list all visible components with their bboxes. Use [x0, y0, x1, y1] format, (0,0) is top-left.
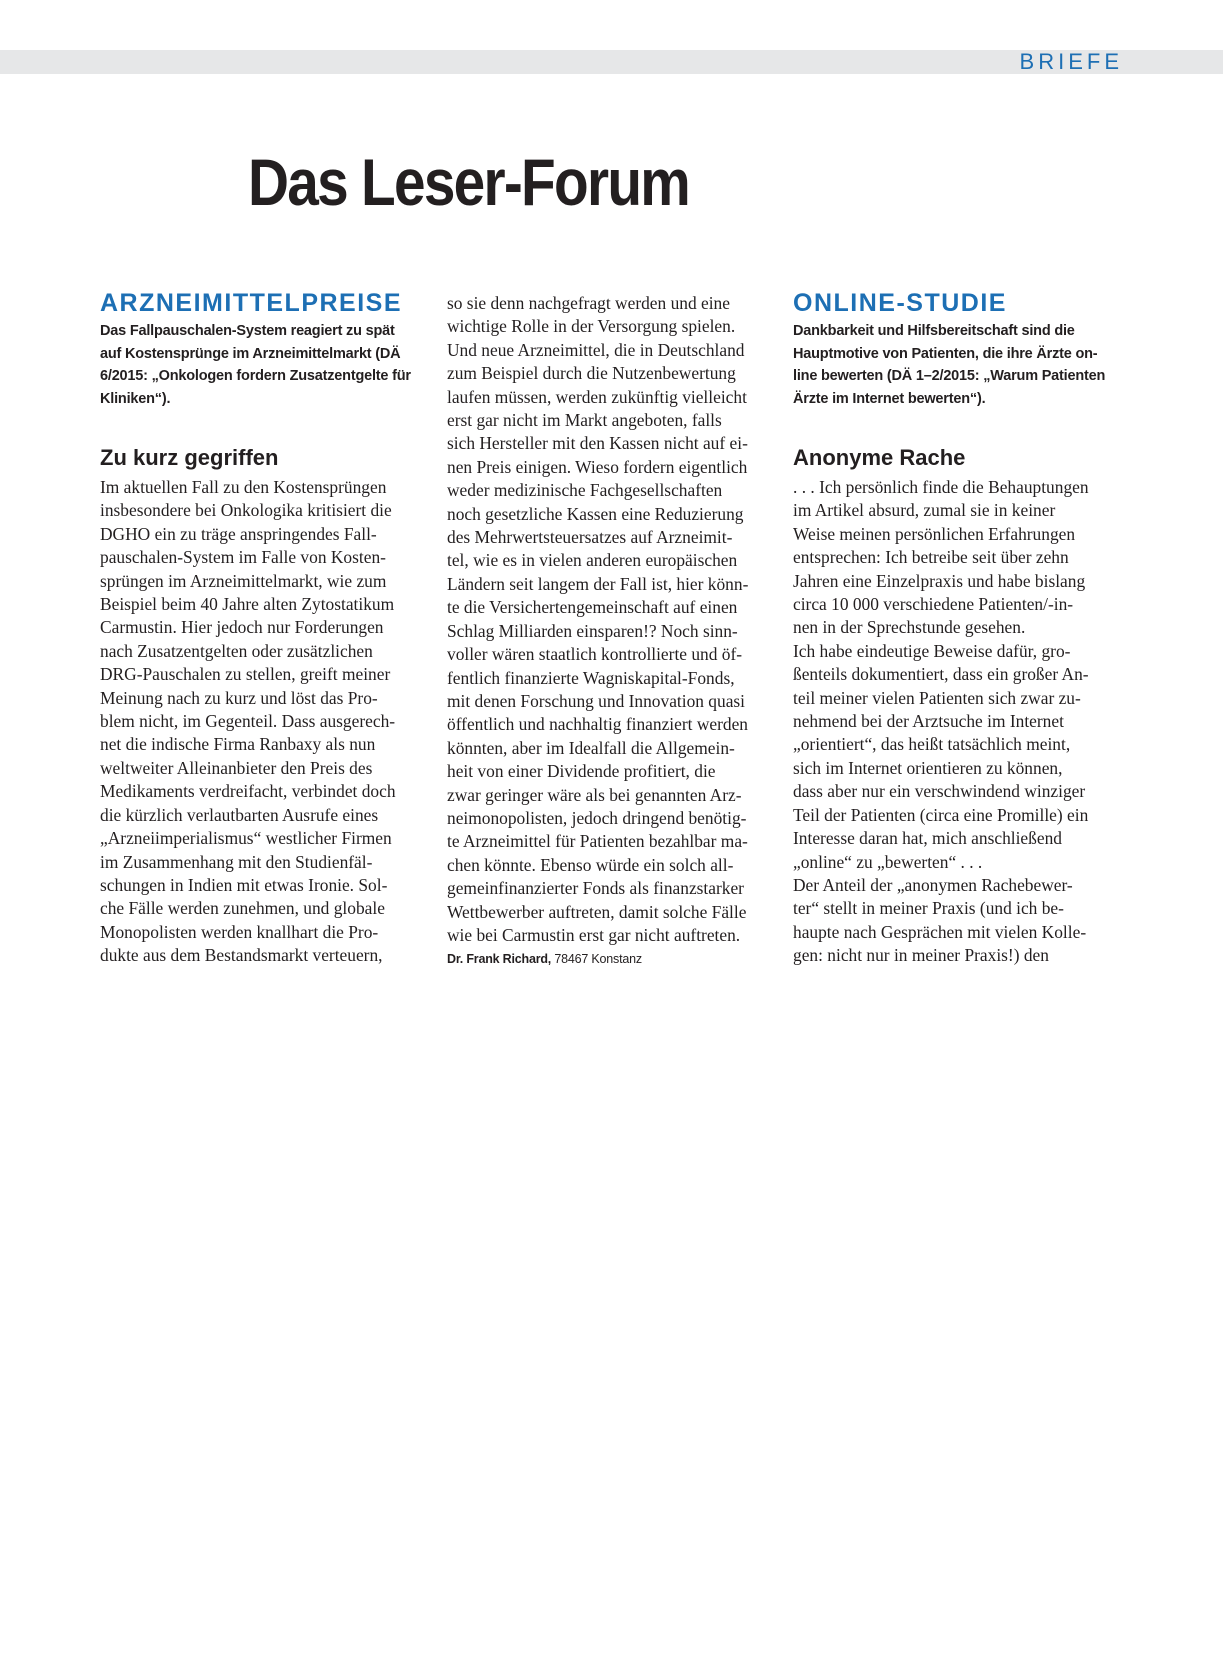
teaser-line: 6/2015: „Onkologen fordern Zusatzentgelte für	[100, 368, 411, 384]
body-line: Schlag Milliarden einsparen!? Noch sinn-	[447, 620, 738, 641]
body-line: Monopolisten werden knallhart die Pro-	[100, 921, 379, 942]
body-line: ßenteils dokumentiert, dass ein großer An-	[793, 664, 1089, 685]
body-line: nen in der Sprechstunde gesehen.	[793, 617, 1026, 638]
teaser-line: auf Kostensprünge im Arzneimittelmarkt (DÄ	[100, 345, 401, 362]
body-line: sprüngen im Arzneimittelmarkt, wie zum	[100, 570, 387, 591]
body-line: insbesondere bei Onkologika kritisiert die	[100, 500, 392, 521]
body-line: Weise meinen persönlichen Erfahrungen	[793, 523, 1076, 544]
body-line: circa 10 000 verschiedene Patienten/-in-	[793, 594, 1074, 615]
body-line: haupte nach Gesprächen mit vielen Kolle-	[793, 921, 1087, 942]
body-line: Ich habe eindeutige Beweise dafür, gro-	[793, 640, 1071, 661]
body-line: gen: nicht nur in meiner Praxis!) den	[793, 945, 1049, 966]
body-line: neimonopolisten, jedoch dringend benötig-	[447, 807, 747, 828]
body-line: Beispiel beim 40 Jahre alten Zytostatikum	[100, 594, 395, 615]
body-line: entsprechen: Ich betreibe seit über zehn	[793, 547, 1069, 568]
body-line: net die indische Firma Ranbaxy als nun	[100, 734, 376, 755]
body-line: Meinung nach zu kurz und löst das Pro-	[100, 687, 378, 708]
letter-heading: Anonyme Rache	[793, 445, 966, 470]
page-title: Das Leser-Forum	[248, 145, 690, 219]
body-line: laufen müssen, werden zukünftig vielleicht	[447, 386, 747, 407]
body-line: Im aktuellen Fall zu den Kostensprüngen	[100, 477, 387, 497]
body-line: „orientiert“, das heißt tatsächlich meint,	[793, 734, 1071, 755]
body-line: des Mehrwertsteuersatzes auf Arzneimit-	[447, 527, 733, 548]
body-line: Jahren eine Einzelpraxis und habe bislang	[793, 570, 1086, 591]
body-line: tel, wie es in vielen anderen europäischen	[447, 550, 738, 571]
section-label: BRIEFE	[1019, 49, 1123, 74]
body-line: nach Zusatzentgelten oder zusätzlichen	[100, 640, 373, 661]
body-line: dukte aus dem Bestandsmarkt verteuern,	[100, 945, 383, 966]
signature-name: Dr. Frank Richard,	[447, 952, 552, 967]
body-line: wichtige Rolle in der Versorgung spielen.	[447, 316, 736, 337]
body-line: teil meiner vielen Patienten sich zwar zu-	[793, 687, 1081, 708]
body-line: „online“ zu „bewerten“ . . .	[793, 851, 983, 872]
column-1	[100, 288, 425, 968]
body-line: öffentlich und nachhaltig finanziert werden	[447, 714, 748, 735]
body-line: dass aber nur ein verschwindend winziger	[793, 781, 1086, 802]
letter-body-continued	[447, 292, 772, 947]
body-line: mit denen Forschung und Innovation quasi	[447, 690, 746, 711]
column-2	[447, 292, 772, 969]
body-line: Carmustin. Hier jedoch nur Forderungen	[100, 617, 384, 638]
body-line: te Arzneimittel für Patienten bezahlbar ma-	[447, 831, 748, 852]
body-line: weltweiter Alleinanbieter den Preis des	[100, 757, 373, 778]
teaser-line: Hauptmotive von Patienten, die ihre Ärzte on-	[793, 345, 1098, 362]
body-line: che Fälle werden zunehmen, und globale	[100, 898, 385, 919]
teaser-line: Ärzte im Internet bewerten“).	[793, 390, 986, 407]
body-line: erst gar nicht im Markt angeboten, falls	[447, 410, 722, 431]
body-line: pauschalen-System im Falle von Kosten-	[100, 547, 386, 568]
body-line: könnten, aber im Idealfall die Allgemein-	[447, 737, 735, 758]
body-line: die kürzlich verlautbarten Ausrufe eines	[100, 804, 379, 825]
body-line: Ländern seit langem der Fall ist, hier könn-	[447, 573, 749, 594]
teaser-line: line bewerten (DÄ 1–2/2015: „Warum Patienten	[793, 368, 1106, 384]
body-line: schungen in Indien mit etwas Ironie. Sol-	[100, 874, 388, 895]
body-line: te die Versichertengemeinschaft auf einen	[447, 597, 738, 618]
letter-body	[100, 476, 425, 968]
body-line: zwar geringer wäre als bei genannten Arz-	[447, 784, 742, 805]
body-line: so sie denn nachgefragt werden und eine	[447, 293, 730, 313]
body-line: im Zusammenhang mit den Studienfäl-	[100, 851, 373, 872]
body-line: voller wären staatlich kontrollierte und öf-	[447, 644, 743, 665]
body-line: zum Beispiel durch die Nutzenbewertung	[447, 363, 736, 384]
body-line: nen Preis einigen. Wieso fordern eigentlich	[447, 456, 748, 477]
letter-signature	[447, 949, 772, 969]
body-line: wie bei Carmustin erst gar nicht auftreten.	[447, 924, 741, 945]
body-line: Interesse daran hat, mich anschließend	[793, 828, 1062, 849]
letter-body	[793, 476, 1118, 968]
body-line: DGHO ein zu träge anspringendes Fall-	[100, 523, 377, 544]
column-3	[793, 288, 1118, 968]
body-line: Teil der Patienten (circa eine Promille) ein	[793, 804, 1089, 825]
signature-place: 78467 Konstanz	[551, 952, 642, 967]
body-line: heit von einer Dividende profitiert, die	[447, 761, 716, 782]
teaser-line: Das Fallpauschalen-System reagiert zu spät	[100, 323, 395, 339]
teaser-line: Dankbarkeit und Hilfsbereitschaft sind die	[793, 323, 1075, 339]
body-line: weder medizinische Fachgesellschaften	[447, 480, 723, 501]
body-line: . . . Ich persönlich finde die Behauptungen	[793, 477, 1089, 497]
body-line: Medikaments verdreifacht, verbindet doch	[100, 781, 396, 802]
body-line: sich im Internet orientieren zu können,	[793, 757, 1063, 778]
teaser	[100, 320, 425, 410]
body-line: im Artikel absurd, zumal sie in keiner	[793, 500, 1056, 521]
topic-label: ARZNEIMITTELPREISE	[100, 289, 403, 317]
body-line: ter“ stellt in meiner Praxis (und ich be-	[793, 898, 1064, 919]
body-line: chen könnte. Ebenso würde ein solch all-	[447, 854, 734, 875]
body-line: gemeinfinanzierter Fonds als finanzstarker	[447, 878, 744, 899]
teaser-line: Kliniken“).	[100, 390, 171, 407]
body-line: Und neue Arzneimittel, die in Deutschland	[447, 339, 745, 360]
body-line: DRG-Pauschalen zu stellen, greift meiner	[100, 664, 391, 685]
body-line: „Arzneiimperialismus“ westlicher Firmen	[100, 828, 392, 849]
body-line: fentlich finanzierte Wagniskapital-Fonds,	[447, 667, 735, 688]
body-line: nehmend bei der Arztsuche im Internet	[793, 711, 1064, 732]
body-line: noch gesetzliche Kassen eine Reduzierung	[447, 503, 744, 524]
letter-heading: Zu kurz gegriffen	[100, 445, 279, 470]
body-line: sich Hersteller mit den Kassen nicht auf ei-	[447, 433, 748, 454]
teaser	[793, 320, 1118, 410]
body-line: Der Anteil der „anonymen Rachebewer-	[793, 874, 1073, 895]
body-line: blem nicht, im Gegenteil. Dass ausgerech-	[100, 711, 396, 732]
topic-label: ONLINE-STUDIE	[793, 289, 1007, 317]
body-line: Wettbewerber auftreten, damit solche Fälle	[447, 901, 747, 922]
